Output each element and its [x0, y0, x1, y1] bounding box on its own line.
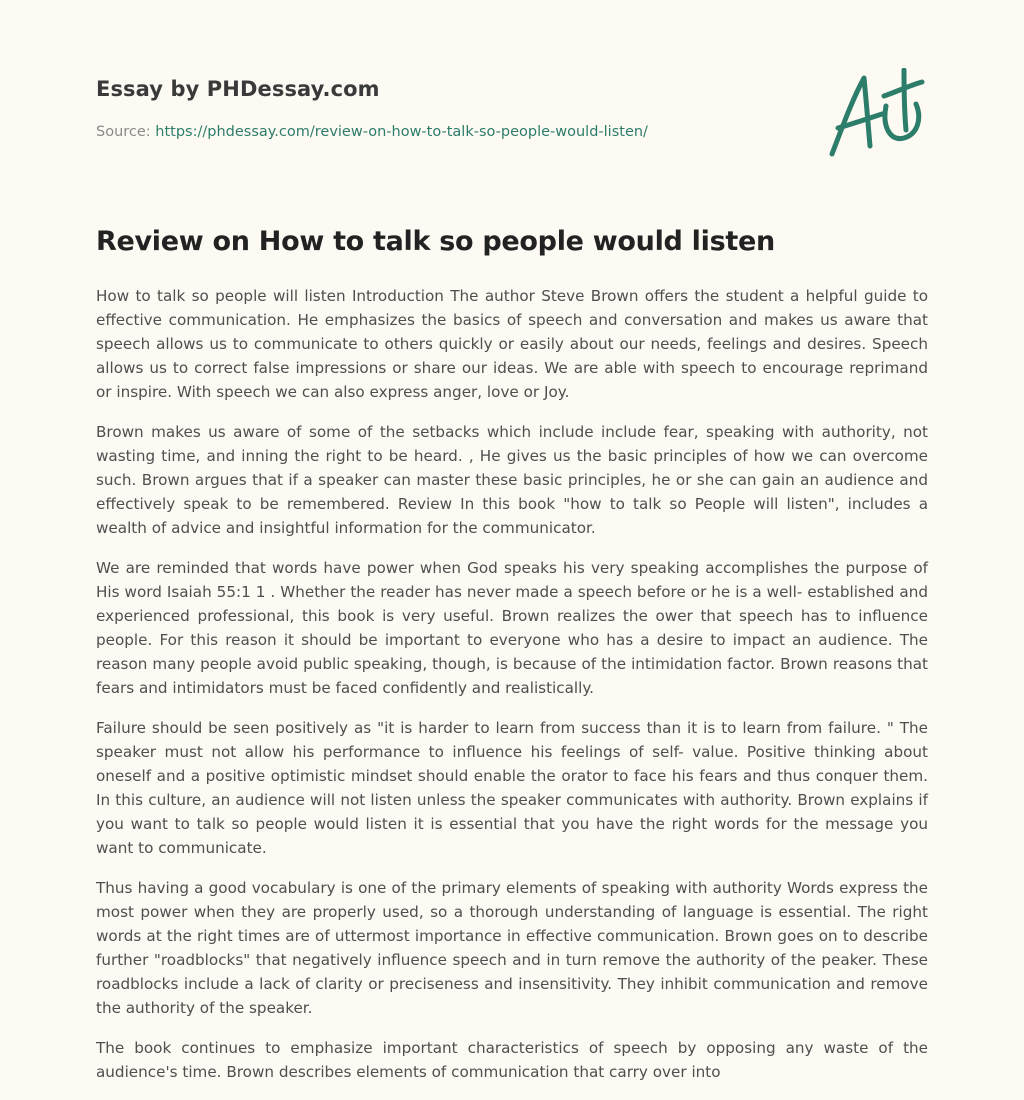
paragraph: Brown makes us aware of some of the setbacks which include include fear, speaking with authority, not wasting time, and inning the right to be heard. , He gives us the basic principles of how we can overcome such. Brown argues that if a speaker can master these basic principles, he or she can gain an audience and effectively speak to be remembered. Review In this book "how to talk so People will listen", includes a wealth of advice and insightful information for the communicator.	[96, 423, 928, 537]
a-plus-logo-icon	[824, 68, 928, 162]
article-title: Review on How to talk so people would listen	[96, 226, 775, 257]
paragraph: Thus having a good vocabulary is one of the primary elements of speaking with authority Words express the most power when they are properly used, so a thorough understanding of language is essential. The right words at the right times are of uttermost importance in effective communication. Brown goes on to describe further "roadblocks" that negatively influence speech and in turn remove the authority of the peaker. These roadblocks include a lack of clarity or preciseness and insensitivity. They inhibit communication and remove the authority of the speaker.	[96, 879, 928, 1017]
article-body	[96, 284, 928, 1100]
paragraph: The book continues to emphasize important characteristics of speech by opposing any waste of the audience's time. Brown describes elements of communication that carry over into	[96, 1039, 928, 1081]
source-link[interactable]: https://phdessay.com/review-on-how-to-talk-so-people-would-listen/	[155, 124, 648, 140]
paragraph: We are reminded that words have power when God speaks his very speaking accomplishes the purpose of His word Isaiah 55:1 1 . Whether the reader has never made a speech before or he is a well- established and experienced professional, this book is very useful. Brown realizes the ower that speech has to influence people. For this reason it should be important to everyone who has a desire to impact an audience. The reason many people avoid public speaking, though, is because of the intimidation factor. Brown reasons that fears and intimidators must be faced confidently and realistically.	[96, 559, 928, 697]
site-title: Essay by PHDessay.com	[96, 77, 380, 101]
source-line	[96, 124, 648, 140]
source-label: Source:	[96, 124, 156, 140]
paragraph: How to talk so people will listen Introduction The author Steve Brown offers the student a helpful guide to effective communication. He emphasizes the basics of speech and conversation and makes us aware that speech allows us to communicate to others quickly or easily about our needs, feelings and desires. Speech allows us to correct false impressions or share our ideas. We are able with speech to encourage reprimand or inspire. With speech we can also express anger, love or Joy.	[96, 287, 928, 401]
paragraph: Failure should be seen positively as "it is harder to learn from success than it is to learn from failure. " The speaker must not allow his performance to influence his feelings of self- value. Positive thinking about oneself and a positive optimistic mindset should enable the orator to face his fears and thus conquer them. In this culture, an audience will not listen unless the speaker communicates with authority. Brown explains if you want to talk so people would listen it is essential that you have the right words for the message you want to communicate.	[96, 719, 928, 857]
page-header	[96, 74, 928, 184]
